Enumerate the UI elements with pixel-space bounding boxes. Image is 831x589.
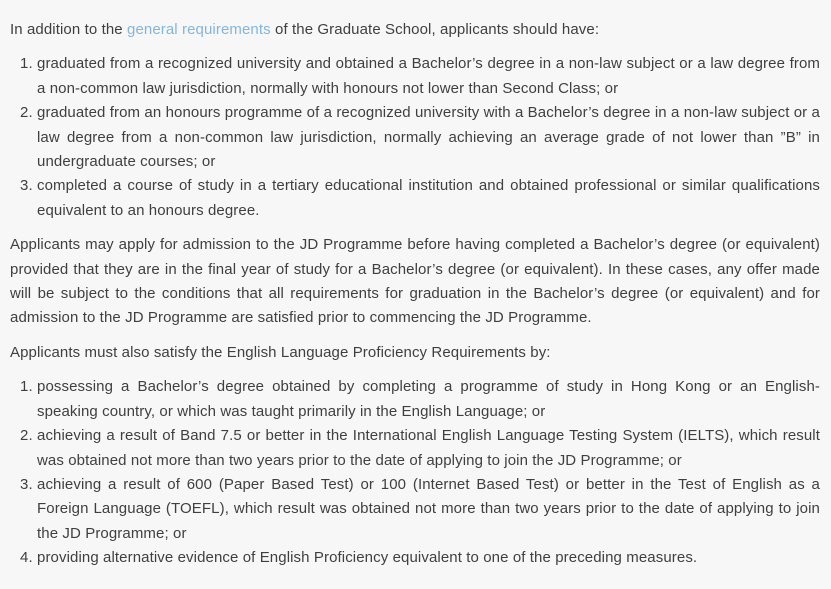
list-item: 2. achieving a result of Band 7.5 or better in the International English Language Testing System (IELTS), which result was obtained not more than two years prior to the date of applying to join the JD Programme; or [37, 424, 820, 473]
list-item: 1. graduated from a recognized university and obtained a Bachelor’s degree in a non-law subject or a law degree from a non-common law jurisdiction, normally with honours not lower than Second Class; or [37, 52, 820, 101]
english-proficiency-list [10, 375, 820, 570]
intro-paragraph [10, 18, 820, 42]
admission-requirements-content [10, 18, 820, 571]
list-item: 4. providing alternative evidence of English Proficiency equivalent to one of the preceding measures. [37, 546, 820, 570]
list-item: 1. possessing a Bachelor’s degree obtained by completing a programme of study in Hong Kong or an English-speaking country, or which was taught primarily in the English Language; or [37, 375, 820, 424]
list-item: 2. graduated from an honours programme of a recognized university with a Bachelor’s degree in a non-law subject or a law degree from a non-common law jurisdiction, normally achieving an average grade of not lower than ”B” in undergraduate courses; or [37, 101, 820, 174]
academic-requirements-list [10, 52, 820, 223]
list-item: 3. achieving a result of 600 (Paper Based Test) or 100 (Internet Based Test) or better in the Test of English as a Foreign Language (TOEFL), which result was obtained not more than two years prior to the date of applying to join the JD Programme; or [37, 473, 820, 546]
final-year-paragraph: Applicants may apply for admission to the JD Programme before having completed a Bachelor’s degree (or equivalent) provided that they are in the final year of study for a Bachelor’s degree (or equivalent). In these cases, any offer made will be subject to the conditions that all requirements for graduation in the Bachelor’s degree (or equivalent) and for admission to the JD Programme are satisfied prior to commencing the JD Programme. [10, 236, 820, 327]
list-item: 3. completed a course of study in a tertiary educational institution and obtained professional or similar qualifications equivalent to an honours degree. [37, 174, 820, 223]
intro-text-before-link: In addition to the [10, 21, 127, 38]
english-proficiency-intro: Applicants must also satisfy the English Language Proficiency Requirements by: [10, 343, 551, 361]
intro-text-after-link: of the Graduate School, applicants should have: [270, 21, 600, 38]
general-requirements-link[interactable]: general requirements [127, 21, 271, 38]
